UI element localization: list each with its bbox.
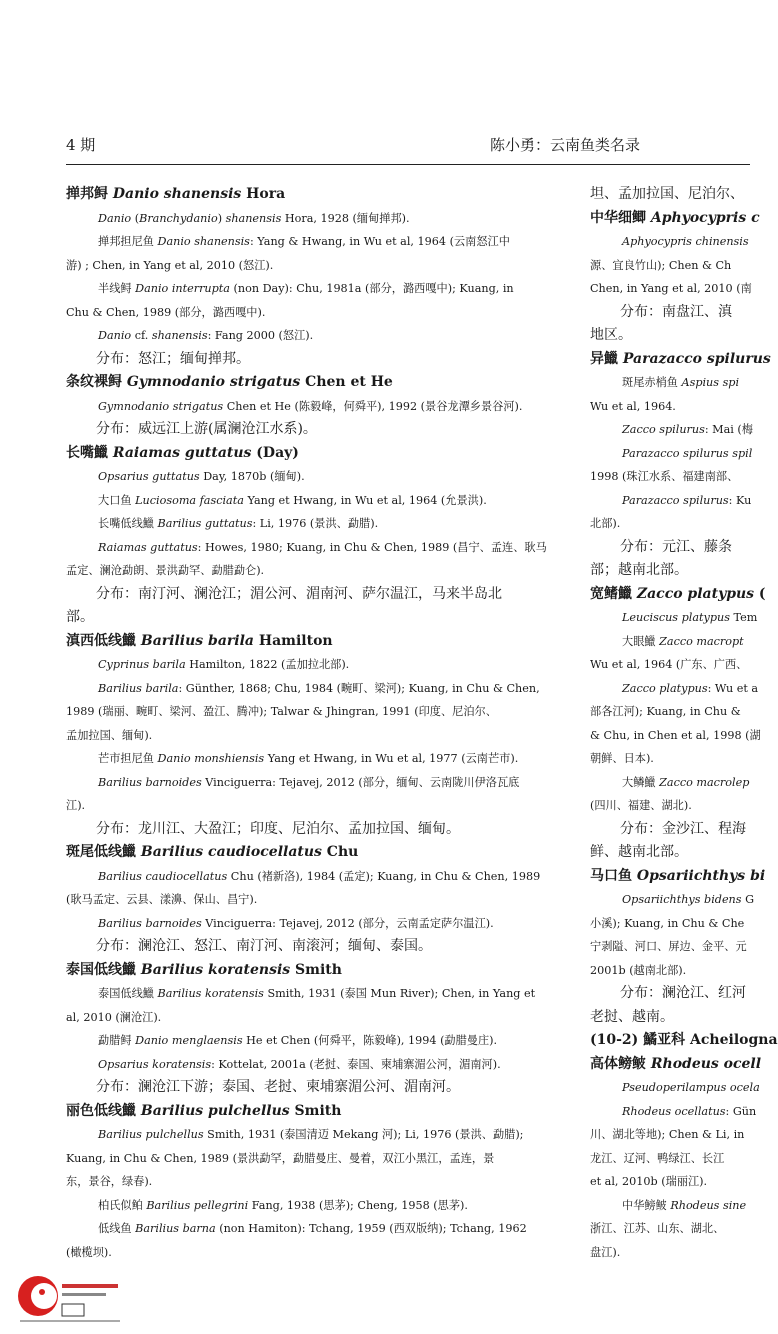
issue-number: 4 期 xyxy=(66,136,96,154)
synonym-line xyxy=(66,395,550,419)
synonym-line xyxy=(590,606,758,630)
synonym-line xyxy=(66,1029,550,1053)
distribution-text: 坦、孟加拉国、尼泊尔、 xyxy=(590,186,744,202)
synonym-line xyxy=(66,653,550,677)
species-scientific-name: Barilius barila xyxy=(136,632,254,649)
scientific-name: Rhodeus sine xyxy=(670,1198,747,1212)
species-authority: Hora xyxy=(241,186,286,202)
citation-text: 斑尾赤梢鱼 xyxy=(622,376,682,389)
species-scientific-name: Barilius koratensis xyxy=(136,961,291,978)
citation-text: 盘江). xyxy=(590,1245,621,1259)
scientific-name: Barilius pulchellus xyxy=(98,1128,204,1141)
synonym-line xyxy=(66,865,550,889)
citation-text: 2001b (越南北部). xyxy=(590,963,687,977)
citation-text: (non Hamiton): Tchang, 1959 (西双版纳); Tchang, 1962 xyxy=(215,1222,527,1235)
scientific-name: Leuciscus platypus xyxy=(622,611,730,624)
synonym-line xyxy=(66,277,550,301)
citation-text: 江). xyxy=(66,799,86,812)
distribution-text: 鲜、越南北部。 xyxy=(590,844,688,860)
synonym-line xyxy=(66,465,550,489)
species-authority: Smith xyxy=(289,1102,342,1119)
synonym-line xyxy=(66,677,550,701)
species-heading xyxy=(66,183,550,207)
distribution-line xyxy=(590,1006,750,1030)
citation-text: : Yang & Hwang, in Wu et al, 1964 (云南怒江中 xyxy=(249,235,510,248)
distribution-line xyxy=(66,935,550,959)
citation-text: : Mai (梅 xyxy=(704,423,753,436)
synonym-line xyxy=(590,771,750,795)
species-chinese-name: 泰国低线鱲 xyxy=(66,961,136,978)
species-authority: ( xyxy=(754,585,766,602)
species-heading xyxy=(66,442,550,466)
synonym-line xyxy=(590,418,753,442)
citation-text: : Li, 1976 (景洪、勐腊). xyxy=(252,517,379,530)
header-rule xyxy=(66,164,750,165)
scientific-name: Opsarius guttatus xyxy=(98,470,200,483)
page-header xyxy=(66,134,750,158)
citation-text: Yang et Hwang, in Wu et al, 1977 (云南芒市). xyxy=(264,752,519,765)
citation-text: 勐腊鲟 xyxy=(98,1034,136,1047)
scientific-name: Barilius caudiocellatus xyxy=(98,869,228,883)
species-scientific-name: Danio shanensis xyxy=(108,186,242,202)
synonym-line xyxy=(66,1217,550,1241)
scientific-name: Barilius pellegrini xyxy=(146,1198,249,1212)
synonym-line xyxy=(66,207,550,231)
species-scientific-name: Parazacco spilurus xyxy=(618,350,771,367)
distribution-line xyxy=(66,348,550,372)
citation-text: 浙江、江苏、山东、湖北、 xyxy=(590,1222,725,1235)
right-column xyxy=(590,183,778,1264)
species-authority: Chen et He xyxy=(300,374,393,390)
citation-text: ü xyxy=(194,681,202,695)
synonym-line xyxy=(590,630,750,654)
species-authority: Chu xyxy=(321,844,359,860)
citation-text: : Fang 2000 (怒江). xyxy=(207,329,314,342)
citation-text: Hora, 1928 (缅甸掸邦). xyxy=(281,211,410,225)
scientific-name: Opsarius koratensis xyxy=(98,1057,212,1071)
species-chinese-name: (10-2) 鱊亚科 xyxy=(590,1032,686,1048)
synonym-line xyxy=(590,465,750,489)
citation-text: cf. xyxy=(131,329,152,342)
citation-text: 东，景谷，绿春). xyxy=(66,1175,153,1188)
species-chinese-name: 马口鱼 xyxy=(590,867,632,884)
synonym-line xyxy=(590,1076,760,1100)
distribution-line xyxy=(590,841,750,865)
species-scientific-name: Rhodeus ocell xyxy=(646,1055,762,1072)
synonym-line xyxy=(590,1147,750,1171)
citation-text: G xyxy=(741,893,755,906)
citation-text: 低线鱼 xyxy=(98,1222,136,1235)
synonym-line xyxy=(66,254,550,278)
synonym-line xyxy=(66,982,550,1006)
distribution-line xyxy=(66,418,550,442)
citation-text: Chen et He (陈毅峰，何舜平), 1992 (景谷龙潭乡景谷河). xyxy=(223,399,523,413)
citation-text: 部各江河); Kuang, in Chu & xyxy=(590,705,741,718)
scientific-name: Zacco macropt xyxy=(659,634,744,648)
synonym-line xyxy=(66,559,550,583)
distribution-line xyxy=(66,606,550,630)
synonym-line xyxy=(590,1170,750,1194)
scientific-name: Aphyocypris chinensis xyxy=(622,235,749,248)
scientific-name: Parazacco spilurus xyxy=(622,493,729,507)
synonym-line xyxy=(590,700,750,724)
citation-text: ( xyxy=(131,211,140,225)
species-chinese-name: 宽鳍鱲 xyxy=(590,585,632,602)
species-scientific-name: Opsariichthys bi xyxy=(632,867,766,884)
scientific-name: Danio menglaensis xyxy=(135,1034,243,1047)
scientific-name: Danio monshiensis xyxy=(157,752,265,765)
synonym-line xyxy=(590,512,750,536)
species-authority: Hamilton xyxy=(254,632,333,649)
scientific-name: Danio xyxy=(98,329,132,342)
citation-text: : Howes, 1980; Kuang, in Chu & Chen, 1989 (昌宁、孟连、耿马 xyxy=(197,540,547,554)
species-chinese-name: 长嘴鱲 xyxy=(66,444,108,461)
citation-text: 芒市担尼鱼 xyxy=(98,752,158,765)
species-authority: Acheilogna xyxy=(685,1032,778,1048)
synonym-line xyxy=(590,1194,750,1218)
species-heading xyxy=(66,1100,550,1124)
citation-text: Day, 1870b (缅甸). xyxy=(199,470,305,483)
species-scientific-name: Zacco platypus xyxy=(632,585,755,602)
scientific-name: Pseudoperilampus ocela xyxy=(622,1081,760,1094)
synonym-line xyxy=(66,512,550,536)
species-scientific-name: Barilius caudiocellatus xyxy=(136,844,322,860)
citation-text: Wu et al, 1964 (广东、广西、 xyxy=(590,658,748,671)
synonym-line xyxy=(66,1006,550,1030)
synonym-line xyxy=(590,230,750,254)
citation-text: (四川、福建、湖北). xyxy=(590,799,692,812)
citation-text: Chu & Chen, 1989 (部分，潞西嘎中). xyxy=(66,305,266,319)
species-scientific-name: Barilius pulchellus xyxy=(136,1102,290,1119)
distribution-line xyxy=(590,559,750,583)
citation-text: 大口鱼 xyxy=(98,493,136,507)
species-heading xyxy=(590,348,771,372)
scientific-name: Danio xyxy=(98,211,132,225)
scientific-name: Barilius barnoides xyxy=(98,775,202,789)
distribution-text: 部；越南北部。 xyxy=(590,562,688,578)
citation-text: 长嘴低线鱲 xyxy=(98,517,158,530)
scientific-name: Rhodeus ocellatus xyxy=(622,1104,726,1118)
citation-text: 孟定、澜沧勐朗、景洪勐罕、勐腊勐仑). xyxy=(66,564,265,577)
synonym-line xyxy=(590,653,750,677)
synonym-line xyxy=(66,771,550,795)
synonym-line xyxy=(66,536,550,560)
synonym-line xyxy=(66,1194,550,1218)
synonym-line xyxy=(590,724,761,748)
citation-text: 小溪); Kuang, in Chu & Che xyxy=(590,916,745,930)
citation-text: al, 2010 (澜沧江). xyxy=(66,1010,162,1024)
distribution-text: 分布：南汀河、澜沧江；湄公河、湄南河、萨尔温江，马来半岛北 xyxy=(96,585,502,602)
citation-text: 1998 (珠江水系、福建南部、 xyxy=(590,470,739,483)
synonym-line xyxy=(66,1147,550,1171)
synonym-line xyxy=(66,700,550,724)
scientific-name: Branchydanio xyxy=(139,211,218,225)
synonym-line xyxy=(66,324,550,348)
citation-text: 游) ; Chen, in Yang et al, 2010 (怒江). xyxy=(66,258,274,272)
species-heading xyxy=(66,630,550,654)
citation-text: & Chu, in Chen et al, 1998 (湖 xyxy=(590,728,761,742)
synonym-line xyxy=(590,1217,750,1241)
synonym-line xyxy=(66,1170,550,1194)
distribution-text: 分布：威远江上游(属澜沧江水系)。 xyxy=(96,421,317,437)
scientific-name: Danio shanensis xyxy=(157,235,250,248)
citation-text: Fang, 1938 (思茅); Cheng, 1958 (思茅). xyxy=(248,1198,468,1212)
scientific-name: Opsariichthys bidens xyxy=(622,893,742,906)
distribution-text: 分布：澜沧江下游；泰国、老挝、柬埔寨湄公河、湄南河。 xyxy=(96,1079,460,1095)
distribution-text: 分布：澜沧江、红河 xyxy=(620,985,746,1001)
synonym-line xyxy=(66,1053,550,1077)
species-scientific-name: Raiamas guttatus xyxy=(108,444,252,461)
synonym-line xyxy=(590,959,750,983)
citation-text: 孟加拉国、缅甸). xyxy=(66,728,153,742)
species-heading xyxy=(66,371,550,395)
distribution-text: 分布：怒江；缅甸掸邦。 xyxy=(96,350,250,367)
synonym-line xyxy=(66,230,550,254)
scientific-name: Zacco macrolep xyxy=(659,775,750,789)
synonym-line xyxy=(590,794,750,818)
synonym-line xyxy=(590,935,750,959)
citation-text: : Wu et a xyxy=(707,681,759,695)
citation-text: nther, 1868; Chu, 1984 (畹町、梁河); Kuang, in Chu & Chen, xyxy=(201,681,540,695)
synonym-line xyxy=(66,301,550,325)
scientific-name: Zacco platypus xyxy=(622,681,708,695)
distribution-line xyxy=(590,301,750,325)
species-scientific-name: Gymnodanio strigatus xyxy=(122,374,301,390)
synonym-line xyxy=(66,912,550,936)
synonym-line xyxy=(66,724,550,748)
citation-text: 宁剥隘、河口、屏边、金平、元 xyxy=(590,940,747,953)
species-heading xyxy=(590,1053,762,1077)
distribution-line xyxy=(66,583,550,607)
distribution-text: 分布：龙川江、大盈江；印度、尼泊尔、孟加拉国、缅甸。 xyxy=(96,820,460,837)
citation-text: et al, 2010b (瑞丽江). xyxy=(590,1175,708,1188)
citation-text: 中华鳑鲏 xyxy=(622,1198,671,1212)
distribution-line xyxy=(590,818,750,842)
synonym-line xyxy=(590,1100,757,1124)
distribution-line xyxy=(66,1076,550,1100)
species-heading xyxy=(590,865,766,889)
scientific-name: Luciosoma fasciata xyxy=(135,493,244,507)
distribution-text: 分布：澜沧江、怒江、南汀河、南滚河；缅甸、泰国。 xyxy=(96,938,432,954)
citation-text: Smith, 1931 (泰国 Mun River); Chen, in Yang et xyxy=(263,987,536,1000)
distribution-text: 老挝、越南。 xyxy=(590,1008,674,1025)
synonym-line xyxy=(590,442,753,466)
scientific-name: Barilius guttatus xyxy=(157,517,253,530)
distribution-line xyxy=(590,324,750,348)
scientific-name: Cyprinus barila xyxy=(98,658,186,671)
species-chinese-name: 条纹裸鲟 xyxy=(66,374,122,390)
distribution-text: 地区。 xyxy=(590,327,632,343)
citation-text: (non Day): Chu, 1981a (部分，潞西嘎中); Kuang, in xyxy=(229,282,514,295)
distribution-text: 分布：金沙江、程海 xyxy=(620,820,746,837)
citation-text: : Gün xyxy=(725,1104,757,1118)
species-chinese-name: 掸邦鲟 xyxy=(66,186,108,202)
distribution-line xyxy=(66,818,550,842)
citation-text: 龙江、辽河、鸭绿江、长江 xyxy=(590,1151,725,1165)
species-chinese-name: 异鱲 xyxy=(590,350,618,367)
distribution-line xyxy=(590,982,750,1006)
synonym-line xyxy=(66,888,550,912)
citation-text: Vinciguerra: Tejavej, 2012 (部分，缅甸、云南陇川伊洛瓦底 xyxy=(201,775,520,789)
scientific-name: shanensis xyxy=(225,211,282,225)
species-heading xyxy=(66,959,550,983)
species-scientific-name: Aphyocypris c xyxy=(646,209,760,226)
citation-text: He et Chen (何舜平，陈毅峰), 1994 (勐腊曼庄). xyxy=(242,1034,498,1047)
synonym-line xyxy=(66,489,550,513)
citation-text: (橄榄坝). xyxy=(66,1245,112,1259)
synonym-line xyxy=(590,747,750,771)
synonym-line xyxy=(590,677,759,701)
synonym-line xyxy=(66,747,550,771)
citation-text: Vinciguerra: Tejavej, 2012 (部分，云南孟定萨尔温江). xyxy=(201,916,494,930)
publisher-logo-icon xyxy=(16,1266,136,1328)
citation-text: Wu et al, 1964. xyxy=(590,399,676,413)
scientific-name: Zacco spilurus xyxy=(622,423,705,436)
distribution-line xyxy=(590,536,750,560)
species-authority: Smith xyxy=(290,961,342,978)
scientific-name: Parazacco spilurus spil xyxy=(622,446,753,460)
scientific-name: Gymnodanio strigatus xyxy=(98,399,224,413)
scientific-name: Barilius barila xyxy=(98,681,179,695)
synonym-line xyxy=(590,912,750,936)
citation-text: 朝鲜、日本). xyxy=(590,752,654,765)
citation-text: 掸邦担尼鱼 xyxy=(98,235,158,248)
synonym-line xyxy=(66,794,550,818)
scientific-name: Danio interrupta xyxy=(135,282,230,295)
citation-text: 1989 (瑞丽、畹町、梁河、盈江、腾冲); Talwar & Jhingran, 1991 (印度、尼泊尔、 xyxy=(66,705,497,718)
distribution-line xyxy=(590,183,750,207)
citation-text: 大眼鱲 xyxy=(622,634,660,648)
distribution-text: 分布：元江、藤条 xyxy=(620,538,732,555)
citation-text: Yang et Hwang, in Wu et al, 1964 (允景洪). xyxy=(243,493,487,507)
citation-text: 川、湖北等地); Chen & Li, in xyxy=(590,1128,745,1141)
synonym-line xyxy=(590,277,750,301)
citation-text: Kuang, in Chu & Chen, 1989 (景洪勐罕，勐腊曼庄、曼着，双江小黑江，孟连，景 xyxy=(66,1151,495,1165)
synonym-line xyxy=(66,1241,550,1265)
citation-text: (耿马孟定、云县、漾濞、保山、昌宁). xyxy=(66,893,258,906)
left-column xyxy=(66,183,550,1264)
species-chinese-name: 丽色低线鱲 xyxy=(66,1102,136,1119)
distribution-text: 部。 xyxy=(66,609,94,625)
distribution-text: 分布：南盘江、滇 xyxy=(620,303,732,320)
synonym-line xyxy=(590,1241,750,1265)
species-heading xyxy=(66,841,550,865)
citation-text: 泰国低线鱲 xyxy=(98,987,158,1000)
citation-text: Smith, 1931 (泰国清迈 Mekang 河); Li, 1976 (景洪、勐腊); xyxy=(203,1128,524,1141)
species-chinese-name: 斑尾低线鱲 xyxy=(66,844,136,860)
citation-text: Chen, in Yang et al, 2010 (南 xyxy=(590,282,752,295)
species-authority: (Day) xyxy=(251,444,299,461)
citation-text: 北部). xyxy=(590,517,621,530)
species-heading xyxy=(590,583,766,607)
citation-text: : Ku xyxy=(728,493,752,507)
scientific-name: Barilius barnoides xyxy=(98,916,202,930)
citation-text: 柏氏似鲌 xyxy=(98,1198,147,1212)
scientific-name: Barilius koratensis xyxy=(157,987,264,1000)
scientific-name: Barilius barna xyxy=(135,1222,216,1235)
synonym-line xyxy=(66,1123,550,1147)
scientific-name: Aspius spi xyxy=(681,376,740,389)
citation-text: : Kottelat, 2001a (老挝、泰国、柬埔寨湄公河，湄南河). xyxy=(211,1057,501,1071)
synonym-line xyxy=(590,1123,750,1147)
citation-text: 源、宜良竹山); Chen & Ch xyxy=(590,258,732,272)
species-heading xyxy=(590,207,760,231)
citation-text: 大鳞鱲 xyxy=(622,775,660,789)
running-title: 陈小勇：云南鱼类名录 xyxy=(490,136,641,154)
citation-text: ) xyxy=(217,211,226,225)
citation-text: : G xyxy=(178,681,195,695)
synonym-line xyxy=(590,371,750,395)
synonym-line xyxy=(590,254,750,278)
species-heading xyxy=(590,1029,778,1053)
citation-text: Chu (褚新洛), 1984 (孟定); Kuang, in Chu & Chen, 1989 xyxy=(227,869,541,883)
synonym-line xyxy=(590,395,750,419)
species-chinese-name: 中华细鲫 xyxy=(590,209,646,226)
citation-text: Tem xyxy=(729,611,758,624)
scientific-name: shanensis xyxy=(151,329,208,342)
species-chinese-name: 滇西低线鱲 xyxy=(66,632,136,649)
scientific-name: Raiamas guttatus xyxy=(98,540,198,554)
citation-text: 半线鲟 xyxy=(98,282,136,295)
species-chinese-name: 高体鳑鲏 xyxy=(590,1055,646,1072)
synonym-line xyxy=(590,489,750,513)
synonym-line xyxy=(590,888,755,912)
citation-text: Hamilton, 1822 (孟加拉北部). xyxy=(185,658,350,671)
